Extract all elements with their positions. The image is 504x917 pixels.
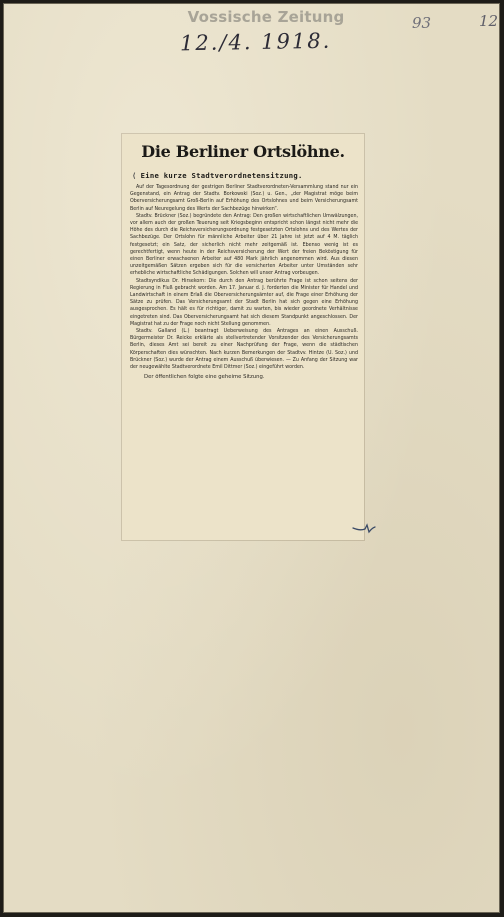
article-paragraph: Auf der Tagesordnung der gestrigen Berliner Stadtverordneten-Versammlung stand nur ein Gegenstand, ein Antrag der Stadtv. Borkowski (Soz.) u. Gen., „der Magistrat möge beim Oberversicherungsamt Groß-Berlin auf Erhöhung des Ortslohnes und beim Versicherungsamt Berlin auf Neuregelung des Werts der Sachbezüge hinwirken“.: [130, 184, 358, 212]
page-number: 12: [479, 12, 499, 30]
handwritten-date: 12./4. 1918.: [179, 28, 332, 56]
closing-line: Der öffentlichen folgte eine geheime Sitzung.: [144, 374, 265, 381]
newspaper-stamp: Vossische Zeitung: [187, 8, 345, 26]
article-body: [130, 184, 358, 381]
bracket-marker-icon: ⟨: [132, 171, 137, 180]
archive-sheet: [3, 3, 500, 913]
article-paragraph: Stadtv. Brückner (Soz.) begründete den Antrag: Den großen wirtschaftlichen Umwälzungen, vor allem auch der großen Teuerung seit Kriegsbeginn entspricht schon längst nicht mehr die Höhe des durch die Reichsversicherungsordnung festgesetzten Ortslohns und des Wertes der Sachbezüge. Der Ortslohn für männliche Arbeiter über 21 Jahre ist jetzt auf 4 M. täglich festgesetzt; ein Satz, der sicherlich nicht mehr zeitgemäß ist. Ebenso wenig ist es gerechtfertigt, wenn heute in der Reichsversicherung der Wert der freien Beköstigung für einen Berliner erwachsenen Arbeiter auf 480 Mark jährlich angenommen wird. Aus diesen unzeitgemäßen Sätzen ergeben sich für die versicherten Arbeiter unter Umständen sehr erhebliche wirtschaftliche Schädigungen. Solchen will unser Antrag vorbeugen.: [130, 212, 358, 277]
archive-number: 93: [412, 14, 432, 32]
pencil-tick-icon: [352, 522, 376, 534]
article-paragraph: Stadtsyndikus Dr. Hirsekorn: Die durch den Antrag berührte Frage ist schon seitens der Regierung in Fluß gebracht worden. Am 17. Januar d. J. forderten die Minister für Handel und Landwirtschaft in einem Erlaß die Oberversicherungsämter auf, die Frage einer Erhöhung der Sätze zu prüfen. Das Versicherungsamt der Stadt Berlin hat sich gegen eine Erhöhung ausgesprochen. Es hält es für richtiger, damit zu warten, bis wieder geordnete Verhältnisse eingetreten sind. Das Oberversicherungsamt hat sich diesem Standpunkt angeschlossen. Der Magistrat hat zu der Frage noch nicht Stellung genommen.: [130, 277, 358, 327]
newspaper-clipping: [122, 134, 364, 540]
article-subheadline: [132, 171, 364, 180]
article-headline: Die Berliner Ortslöhne.: [141, 142, 345, 161]
article-paragraph: Stadtv. Galland (L.) beantragt Ueberweisung des Antrages an einen Ausschuß. Bürgermeister Dr. Reicke erklärte als stellvertretender Vorsitzender des Versicherungsamts Berlin, dieses Amt sei bereit zu einer Nachprüfung der Frage, wenn die städtischen Körperschaften dies wünschten. Nach kurzen Bemerkungen der Stadtvv. Hintze (U. Soz.) und Brückner (Soz.) wurde der Antrag einem Ausschuß überwiesen. — Zu Anfang der Sitzung war der neugewählte Stadtverordnete Emil Dittmer (Soz.) eingeführt worden.: [130, 328, 358, 371]
subheadline-text: Eine kurze Stadtverordnetensitzung.: [140, 171, 303, 180]
